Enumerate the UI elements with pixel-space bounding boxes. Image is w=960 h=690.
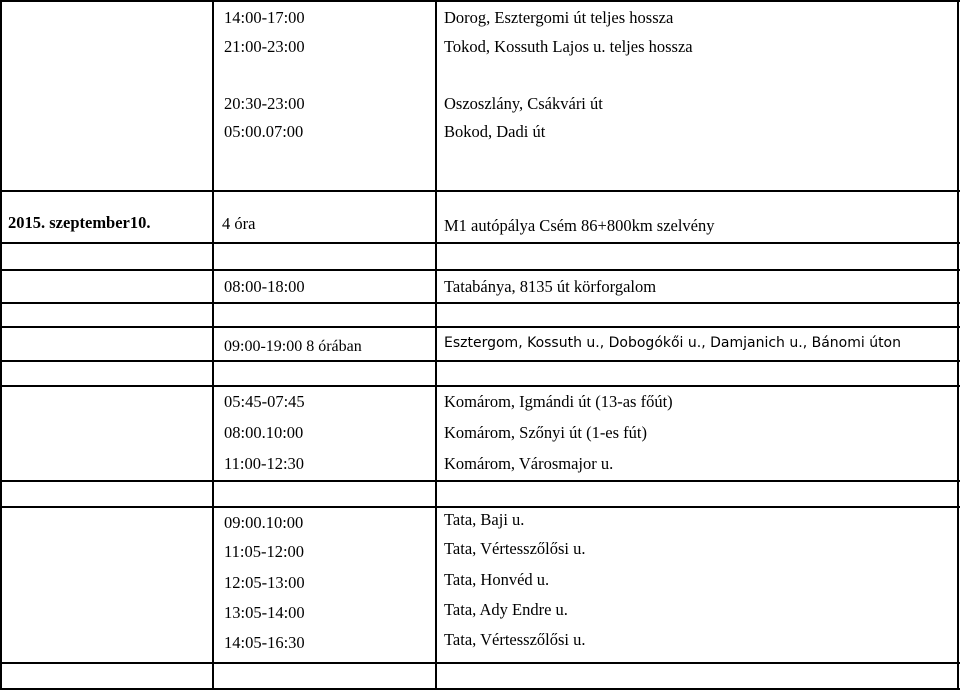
time-cell: 08:00-18:00 <box>224 277 305 296</box>
location-cell: Tata, Vértesszőlősi u. <box>444 630 586 649</box>
time-cell: 20:30-23:00 <box>224 94 305 113</box>
location-cell: Tata, Honvéd u. <box>444 570 550 589</box>
row-border-line <box>0 480 960 482</box>
location-cell: Dorog, Esztergomi út teljes hossza <box>444 8 674 27</box>
row-border-line <box>0 0 960 2</box>
right-border-line <box>957 0 959 690</box>
row-border-line <box>0 269 960 271</box>
location-cell: Tokod, Kossuth Lajos u. teljes hossza <box>444 37 693 56</box>
time-cell: 11:00-12:30 <box>224 454 305 473</box>
location-cell: M1 autópálya Csém 86+800km szelvény <box>444 216 715 235</box>
time-cell: 08:00.10:00 <box>224 423 304 442</box>
date-column-divider <box>212 0 214 690</box>
row-border-line <box>0 326 960 328</box>
row-border-line <box>0 506 960 508</box>
time-cell: 05:00.07:00 <box>224 122 304 141</box>
time-cell: 21:00-23:00 <box>224 37 305 56</box>
left-border-line <box>0 0 2 690</box>
row-border-line <box>0 302 960 304</box>
time-cell: 13:05-14:00 <box>224 603 305 622</box>
row-border-line <box>0 242 960 244</box>
time-cell: 12:05-13:00 <box>224 573 305 592</box>
time-cell: 09:00.10:00 <box>224 513 304 532</box>
location-cell: Esztergom, Kossuth u., Dobogókői u., Damjanich u., Bánomi úton <box>444 335 901 351</box>
time-cell: 05:45-07:45 <box>224 392 305 411</box>
location-cell: Tata, Ady Endre u. <box>444 600 568 619</box>
location-cell: Tata, Baji u. <box>444 510 525 529</box>
location-cell: Bokod, Dadi út <box>444 122 546 141</box>
location-cell: Tatabánya, 8135 út körforgalom <box>444 277 657 296</box>
location-cell: Komárom, Igmándi út (13-as főút) <box>444 392 673 411</box>
date-cell: 2015. szeptember10. <box>8 213 151 232</box>
time-column-divider <box>435 0 437 690</box>
time-cell: 09:00-19:00 8 órában <box>224 338 362 355</box>
time-cell: 4 óra <box>222 214 256 233</box>
time-cell: 14:05-16:30 <box>224 633 305 652</box>
location-cell: Komárom, Szőnyi út (1-es fút) <box>444 423 648 442</box>
row-border-line <box>0 662 960 664</box>
row-border-line <box>0 360 960 362</box>
row-border-line <box>0 385 960 387</box>
location-cell: Tata, Vértesszőlősi u. <box>444 539 586 558</box>
location-cell: Oszoszlány, Csákvári út <box>444 94 603 113</box>
time-cell: 14:00-17:00 <box>224 8 305 27</box>
location-cell: Komárom, Városmajor u. <box>444 454 614 473</box>
row-border-line <box>0 190 960 192</box>
time-cell: 11:05-12:00 <box>224 542 305 561</box>
